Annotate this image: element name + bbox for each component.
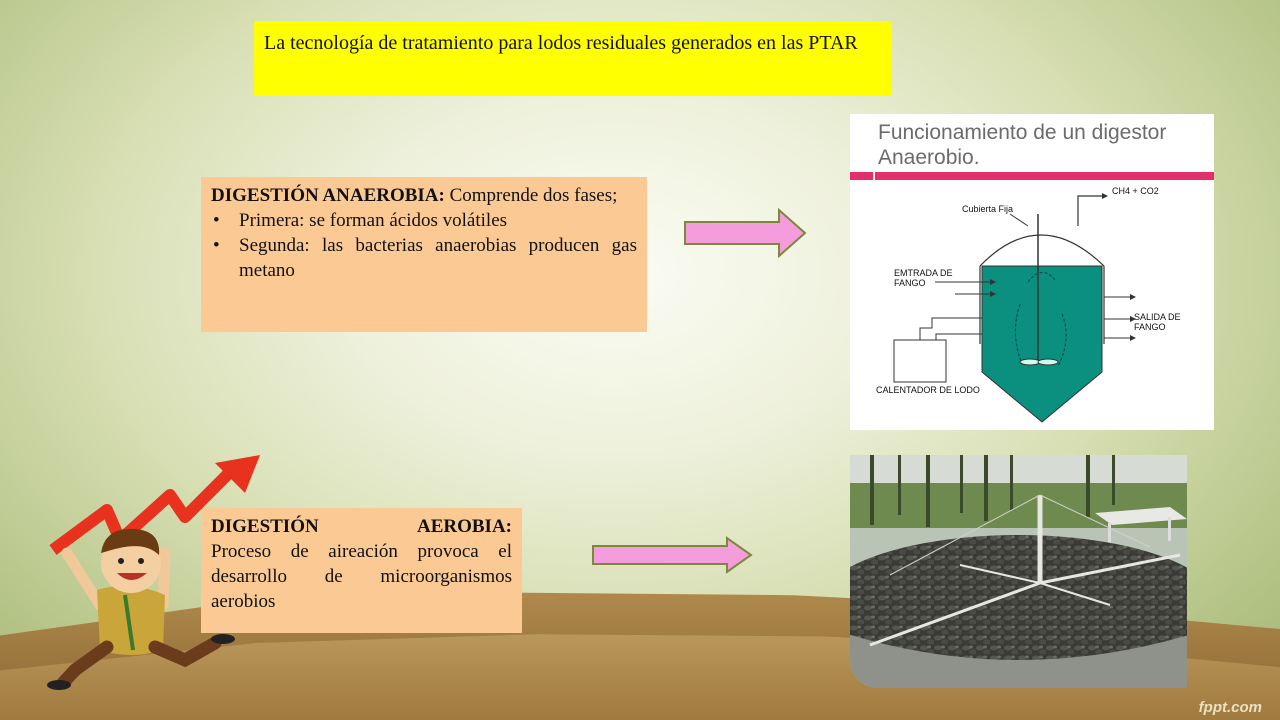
aerobic-heading: DIGESTIÓN AEROBIA: [211,516,512,537]
anaerobic-digester-diagram [850,114,1214,430]
gas-output-label: CH4 + CO2 [1112,186,1159,196]
trickling-filter-image [850,455,1187,688]
slide-title: La tecnología de tratamiento para lodos residuales generados en las PTAR [254,21,892,96]
right-arrow-icon [591,536,754,574]
anaerobic-intro: Comprende dos fases; [449,185,618,206]
fppt-watermark: fppt.com [1198,699,1262,716]
right-arrow-icon [683,208,808,258]
sludge-heater-label: CALENTADOR DE LODO [876,385,980,395]
cartoon-man-growth-arrow-illustration [45,455,275,690]
sludge-inlet-label-line2: FANGO [894,278,926,288]
aerobic-text: Proceso de aireación provoca el desarrollo de microorganismos aerobios [211,541,512,612]
fixed-cover-label: Cubierta Fija [962,204,1014,214]
anaerobic-heading: DIGESTIÓN ANAEROBIA: [211,185,445,206]
diagram-title: Funcionamiento de un digestor Anaerobio. [878,121,1167,169]
aerobic-treatment-photo [850,455,1187,688]
sludge-inlet-label [894,268,953,288]
anaerobic-phase-list [211,208,637,283]
sludge-outlet-label [1134,312,1181,332]
anaerobic-phase-1: • Primera: se forman ácidos volátiles [211,208,637,233]
sludge-outlet-label-line1: SALIDA DE [1134,312,1181,322]
anaerobic-phase-2: • Segunda: las bacterias anaerobias producen gas metano [211,233,637,283]
sludge-outlet-label-line2: FANGO [1134,322,1166,332]
anaerobic-digestion-box [201,177,647,332]
sludge-inlet-label-line1: EMTRADA DE [894,268,953,278]
